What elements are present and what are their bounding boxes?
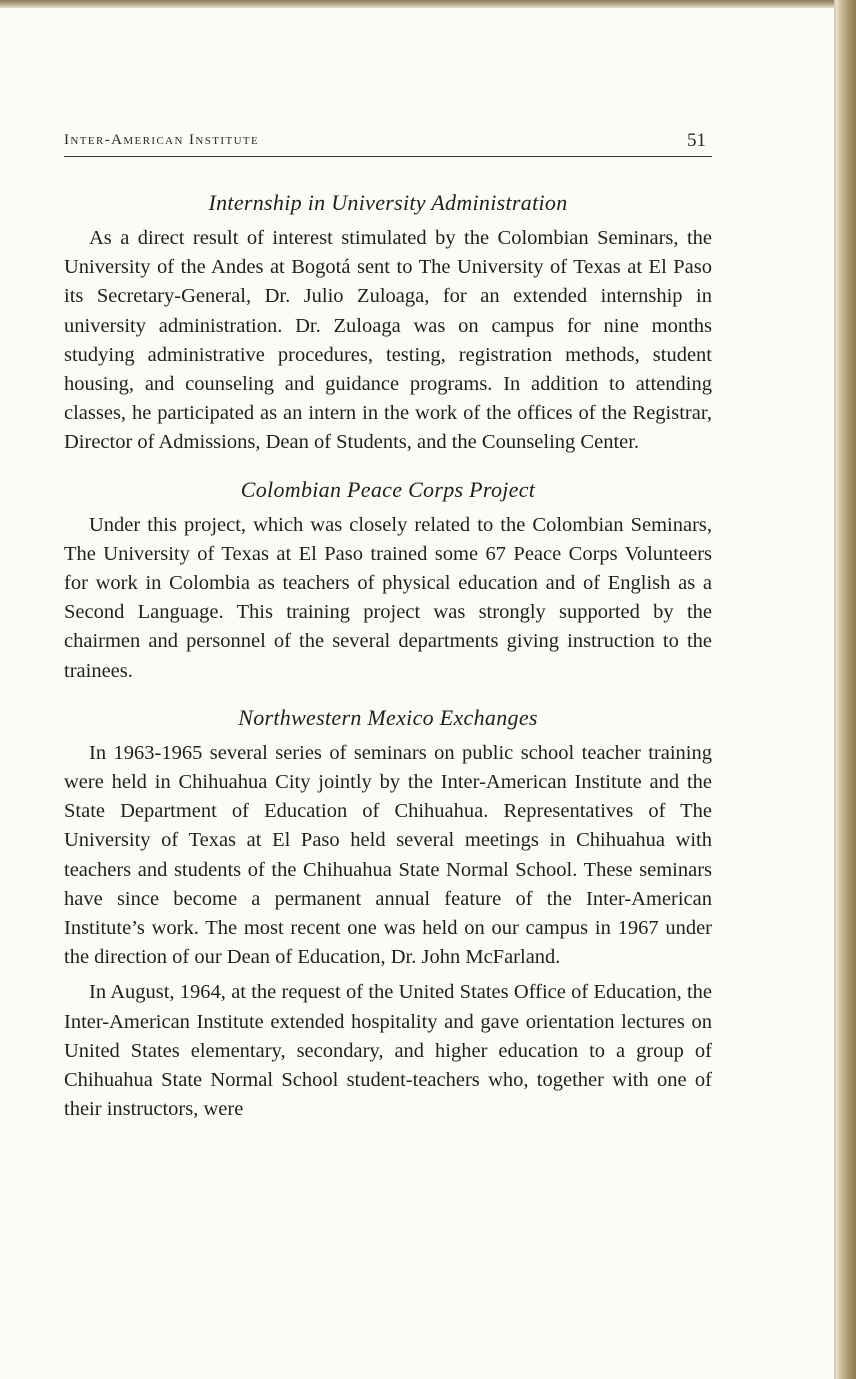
section-heading-peace-corps: Colombian Peace Corps Project [240,476,536,502]
page-top-edge [0,0,856,8]
paragraph-internship: As a direct result of interest stimulated by the Colombian Seminars, the University of the Andes at Bogotá sent to The University of Texas at El Paso its Secretary-General, Dr. Julio Zuloaga, for an extended internship in university administration. Dr. Zuloaga was on campus for nine months studying administrative procedures, testing, registration methods, student housing, and counseling and guidance programs. In addition to attending classes, he participated as an intern in the work of the offices of the Registrar, Director of Admissions, Dean of Students, and the Counseling Center. [64,227,712,454]
page-right-edge [836,0,856,1379]
paragraph-mexico-exchanges-2: In August, 1964, at the request of the United States Office of Education, the Inter-American Institute extended hospitality and gave orientation lectures on United States elementary, secondary, and higher education to a group of Chihuahua State Normal School student-teachers who, together with one of their instructors, were [64,981,712,1121]
running-header [64,128,712,157]
page-number: 51 [687,130,706,151]
section-heading-mexico-exchanges: Northwestern Mexico Exchanges [238,704,538,730]
paragraph-peace-corps: Under this project, which was closely related to the Colombian Seminars, The University of Texas at El Paso trained some 67 Peace Corps Volunteers for work in Colombia as teachers of physical education and of English as a Second Language. This training project was strongly supported by the chairmen and personnel of the several departments giving instruction to the trainees. [64,513,712,682]
paragraph-mexico-exchanges-1: In 1963-1965 several series of seminars on public school teacher training were held in Chihuahua City jointly by the Inter-American Institute and the State Department of Education of Chihuahua. Representatives of The University of Texas at El Paso held several meetings in Chihuahua with teachers and students of the Chihuahua State Normal School. These seminars have since become a permanent annual feature of the Inter-American Institute’s work. The most recent one was held on our campus in 1967 under the direction of our Dean of Education, Dr. John McFarland. [64,741,712,969]
running-title: Inter-American Institute [64,132,260,148]
section-heading-internship: Internship in University Administration [208,190,568,215]
page-body [64,188,712,1124]
